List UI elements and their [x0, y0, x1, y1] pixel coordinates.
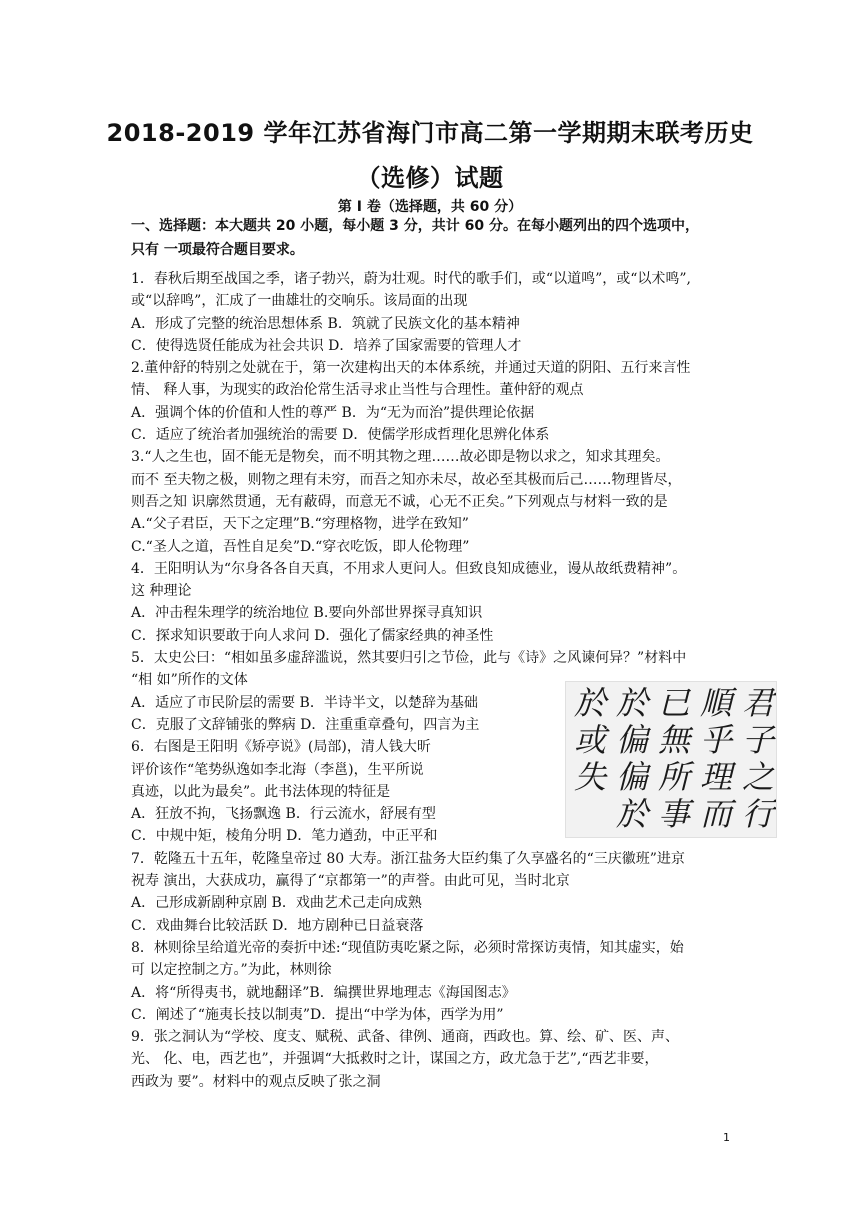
text-line: 则吾之知 识廓然贯通，无有蔽碍，而意无不诚，心无不正矣。”下列观点与材料一致的是 — [131, 493, 668, 510]
calligraphy-character: 所 — [657, 758, 691, 796]
text-line: 或“以辞鸣”，汇成了一曲雄壮的交响乐。该局面的出现 — [131, 293, 468, 310]
calligraphy-character: 於 — [615, 684, 649, 722]
text-line: 7．乾隆五十五年，乾隆皇帝过 80 大寿。浙江盐务大臣约集了久享盛名的“三庆徽班”进京 — [131, 850, 685, 867]
text-line: A．适应了市民阶层的需要 B．半诗半文，以楚辞为基础 — [131, 694, 478, 711]
instructions-line1: 一、选择题：本大题共 20 小题，每小题 3 分，共计 60 分。在每小题列出的四个选项中， — [131, 218, 699, 234]
calligraphy-svg — [566, 682, 776, 837]
calligraphy-character: 無 — [657, 721, 691, 759]
text-line: 真迹，以此为最矣”。此书法体现的特征是 — [131, 783, 391, 800]
text-line: A．强调个体的价值和人性的尊严 B．为“无为而治”提供理论依据 — [131, 404, 535, 421]
text-line: C．戏曲舞台比较活跃 D．地方剧种已日益衰落 — [131, 917, 424, 934]
text-line: A.“父子君臣，天下之定理”B.“穷理格物，进学在致知” — [131, 516, 469, 533]
calligraphy-character: 事 — [657, 795, 691, 833]
text-line: 可 以定控制之方。”为此，林则徐 — [131, 962, 332, 979]
text-line: 3.“人之生也，固不能无是物矣，而不明其物之理……故必即是物以求之，知求其理矣。 — [131, 449, 670, 466]
text-line: A．己形成新剧种京剧 B．戏曲艺术己走向成熟 — [131, 895, 422, 912]
document-title-line2: （选修）试题 — [356, 164, 504, 192]
text-line: A．狂放不拘，飞扬飘逸 B．行云流水，舒展有型 — [131, 806, 436, 823]
text-line: 光、 化、电，西艺也”，并强调“大抵救时之计，谋国之方，政尤急于艺”,“西艺非要， — [131, 1051, 659, 1068]
text-line: 而不 至夫物之极，则物之理有未穷，而吾之知亦未尽，故必至其极而后己……物理皆尽， — [131, 471, 682, 488]
text-line: A．冲击程朱理学的统治地位 B.要向外部世界探寻真知识 — [131, 605, 483, 622]
calligraphy-character: 君 — [741, 684, 775, 722]
calligraphy-character: 或 — [573, 721, 607, 759]
text-line: 2.董仲舒的特别之处就在于，第一次建构出天的本体系统，并通过天道的阴阳、五行来言性 — [131, 360, 691, 377]
calligraphy-character: 之 — [741, 758, 775, 796]
calligraphy-character: 乎 — [699, 721, 733, 759]
calligraphy-character: 於 — [573, 684, 607, 722]
text-line: 5．太史公曰：“相如虽多虚辞滥说，然其要归引之节俭，此与《诗》之风谏何异？”材料中 — [131, 650, 687, 667]
calligraphy-character: 於 — [615, 795, 649, 833]
calligraphy-character: 失 — [573, 758, 607, 796]
text-line: 4．王阳明认为“尔身各各自天真，不用求人更问人。但致良知成德业，谩从故纸费精神”。 — [131, 560, 687, 577]
text-line: 情、 释人事，为现实的政治伦常生活寻求止当性与合理性。董仲舒的观点 — [131, 382, 584, 399]
text-line: 9．张之洞认为“学校、度支、赋税、武备、律例、通商，西政也。算、绘、矿、医、声、 — [131, 1029, 680, 1046]
text-line: C．使得选贤任能成为社会共识 D．培养了国家需要的管理人才 — [131, 337, 522, 354]
calligraphy-image — [565, 681, 777, 838]
calligraphy-character: 順 — [699, 684, 733, 722]
text-line: C．克服了文辞铺张的弊病 D．注重重章叠句，四言为主 — [131, 716, 480, 733]
text-line: 8．林则徐呈给道光帝的奏折中述:“现值防夷吃紧之际，必须时常探访夷情，知其虚实，始 — [131, 939, 684, 956]
calligraphy-character: 子 — [741, 721, 775, 759]
instructions-line2: 只有 一项最符合题目要求。 — [131, 242, 304, 258]
calligraphy-character: 偏 — [615, 758, 649, 796]
text-line: “相 如”所作的文体 — [131, 672, 248, 689]
text-line: C．探求知识要敢于向人求问 D．强化了儒家经典的神圣性 — [131, 627, 494, 644]
text-line: A．形成了完整的统治思想体系 B．筑就了民族文化的基本精神 — [131, 315, 520, 332]
text-line: A．将“所得夷书，就地翻译”B．编撰世界地理志《海国图志》 — [131, 984, 516, 1001]
text-line: 祝寿 演出，大获成功，赢得了“京都第一”的声誉。由此可见，当时北京 — [131, 873, 570, 890]
calligraphy-character: 行 — [741, 795, 775, 833]
text-line: 这 种理论 — [131, 583, 192, 600]
text-line: 西政为 要”。材料中的观点反映了张之洞 — [131, 1073, 381, 1090]
text-line: C.“圣人之道，吾性自足矣”D.“穿衣吃饭，即人伦物理” — [131, 538, 470, 555]
calligraphy-character: 而 — [699, 795, 733, 833]
page-number: 1 — [723, 1131, 730, 1144]
calligraphy-character: 偏 — [615, 721, 649, 759]
text-line: 6．右图是王阳明《矫亭说》(局部)，清人钱大昕 — [131, 739, 431, 756]
section-header: 第 I 卷（选择题，共 60 分） — [337, 199, 523, 215]
document-title-line1: 2018-2019 学年江苏省海门市高二第一学期期末联考历史 — [106, 119, 754, 147]
text-line: C．阐述了“施夷长技以制夷”D．提出“中学为体，西学为用” — [131, 1006, 504, 1023]
text-line: 1．春秋后期至战国之季，诸子勃兴，蔚为壮观。时代的歌手们，或“以道鸣”，或“以术鸣”, — [131, 271, 691, 287]
calligraphy-character: 理 — [699, 758, 733, 796]
text-line: 评价该作“笔势纵逸如李北海（李邕)，生平所说 — [131, 761, 424, 778]
calligraphy-character: 已 — [657, 684, 691, 722]
text-line: C．适应了统治者加强统治的需要 D．使儒学形成哲理化思辨化体系 — [131, 427, 550, 444]
text-line: C．中规中矩，棱角分明 D．笔力遒劲，中正平和 — [131, 828, 438, 845]
